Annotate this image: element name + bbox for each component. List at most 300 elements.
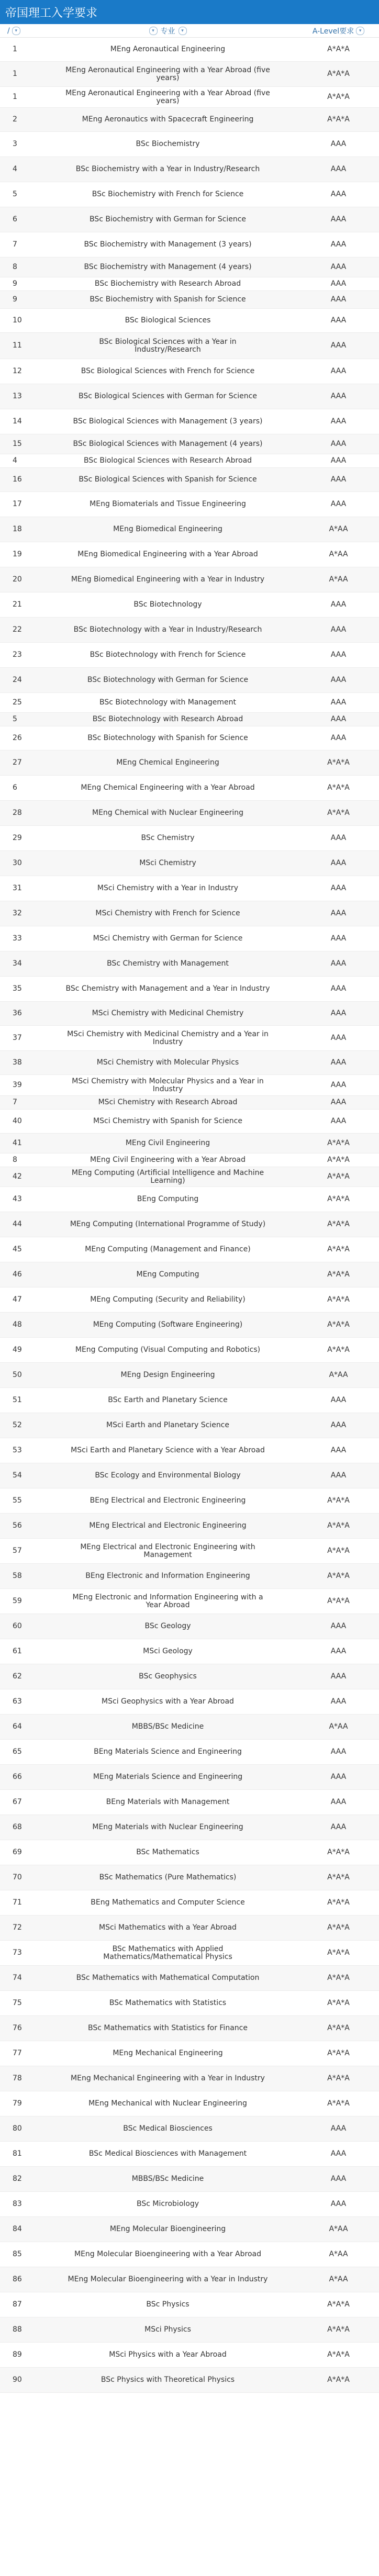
row-requirement: AAA xyxy=(330,698,347,707)
row-requirement: AAA xyxy=(330,2175,347,2183)
row-number: 32 xyxy=(13,909,22,917)
table-row xyxy=(0,384,379,409)
table-row xyxy=(0,157,379,182)
row-major: MEng Computing (Security and Reliability) xyxy=(90,1295,246,1304)
row-number: 1 xyxy=(13,93,17,101)
row-requirement: AAA xyxy=(330,1117,347,1125)
row-requirement: A*A*A xyxy=(327,1270,350,1279)
row-major: MSci Chemistry with Molecular Physics xyxy=(96,1058,239,1067)
row-major: BEng Electrical and Electronic Engineering xyxy=(90,1496,246,1505)
table-row xyxy=(0,2217,379,2242)
row-requirement: AAA xyxy=(330,651,347,659)
row-number: 9 xyxy=(13,279,17,288)
table-row xyxy=(0,1514,379,1539)
row-major: BSc Biotechnology with Management xyxy=(99,698,237,707)
row-number: 33 xyxy=(13,934,22,943)
table-row xyxy=(0,1438,379,1463)
row-number: 16 xyxy=(13,475,22,484)
row-number: 17 xyxy=(13,500,22,508)
row-number: 18 xyxy=(13,525,22,533)
row-major: BSc Biological Sciences with German for Science xyxy=(79,392,257,400)
row-number: 68 xyxy=(13,1823,22,1831)
row-major: BSc Biotechnology with French for Science xyxy=(90,651,246,659)
row-number: 58 xyxy=(13,1572,22,1580)
row-requirement: A*A*A xyxy=(327,1220,350,1228)
row-major: BSc Mathematics xyxy=(136,1848,199,1856)
row-number: 46 xyxy=(13,1270,22,1279)
row-major: BSc Biological Sciences xyxy=(125,316,211,324)
row-requirement: A*A*A xyxy=(327,1245,350,1253)
row-major: BSc Biotechnology xyxy=(133,600,202,609)
row-number: 76 xyxy=(13,2024,22,2032)
row-major: MEng Computing (Visual Computing and Robotics) xyxy=(75,1346,261,1354)
row-requirement: AAA xyxy=(330,2149,347,2158)
table-row xyxy=(0,1488,379,1514)
row-number: 2 xyxy=(13,115,17,124)
row-requirement: A*A*A xyxy=(327,1948,350,1957)
row-major: BEng Mathematics and Computer Science xyxy=(91,1898,245,1907)
row-number: 42 xyxy=(13,1172,22,1181)
row-major: BSc Biochemistry with Research Abroad xyxy=(94,279,241,288)
row-number: 11 xyxy=(13,341,22,350)
row-major: MEng Computing (Artificial Intelligence and Machine Learning) xyxy=(71,1168,264,1185)
row-major: MSci Chemistry with Molecular Physics and a Year in Industry xyxy=(72,1077,264,1093)
row-major: BSc Biochemistry with French for Science xyxy=(92,190,244,198)
row-number: 7 xyxy=(13,1098,17,1106)
row-major: MSci Earth and Planetary Science xyxy=(106,1421,229,1429)
row-requirement: A*A*A xyxy=(327,783,350,792)
row-requirement: A*A*A xyxy=(327,115,350,124)
table-row xyxy=(0,2066,379,2091)
table-row xyxy=(0,876,379,901)
row-major: MEng Materials Science and Engineering xyxy=(93,1773,243,1781)
row-major: MEng Molecular Bioengineering with a Year in Industry xyxy=(68,2275,268,2283)
row-major: MEng Chemical Engineering xyxy=(116,758,219,767)
row-number: 83 xyxy=(13,2200,22,2208)
table-row xyxy=(0,801,379,826)
row-requirement: AAA xyxy=(330,279,347,288)
row-requirement: A*A*A xyxy=(327,1898,350,1907)
table-row xyxy=(0,1790,379,1815)
row-number: 63 xyxy=(13,1697,22,1706)
row-number: 60 xyxy=(13,1622,22,1630)
row-requirement: A*AA xyxy=(329,2275,348,2283)
row-major: BSc Biochemistry with Management (4 years) xyxy=(84,263,252,271)
row-major: BSc Biological Sciences with Management (3 years) xyxy=(73,417,263,425)
table-row xyxy=(0,108,379,132)
row-requirement: AAA xyxy=(330,1058,347,1067)
row-number: 85 xyxy=(13,2250,22,2258)
row-major: BSc Biochemistry with Management (3 years) xyxy=(84,240,252,249)
table-row xyxy=(0,1051,379,1075)
row-number: 24 xyxy=(13,676,22,684)
row-number: 77 xyxy=(13,2049,22,2057)
row-number: 51 xyxy=(13,1396,22,1404)
row-number: 43 xyxy=(13,1195,22,1203)
table-row xyxy=(0,2343,379,2368)
row-major: MEng Molecular Bioengineering with a Year Abroad xyxy=(74,2250,262,2258)
row-requirement: A*A*A xyxy=(327,2350,350,2359)
row-number: 8 xyxy=(13,1156,17,1164)
row-major: BSc Chemistry with Management xyxy=(107,959,229,968)
table-row xyxy=(0,1614,379,1639)
table-row xyxy=(0,257,379,277)
table-row xyxy=(0,1966,379,1991)
row-number: 61 xyxy=(13,1647,22,1655)
row-major: MEng Biomaterials and Tissue Engineering xyxy=(90,500,246,508)
table-row xyxy=(0,1110,379,1134)
table-row xyxy=(0,1539,379,1564)
row-number: 35 xyxy=(13,984,22,993)
row-requirement: AAA xyxy=(330,215,347,223)
row-requirement: A*AA xyxy=(329,575,348,584)
sort-icon[interactable]: ▾ xyxy=(12,27,20,35)
table-row xyxy=(0,776,379,801)
row-major: BSc Chemistry xyxy=(141,834,195,842)
header-major-label: 专业 xyxy=(160,27,175,36)
table-row xyxy=(0,87,379,108)
row-major: MEng Aeronautical Engineering with a Year Abroad (five years) xyxy=(65,88,270,105)
row-number: 19 xyxy=(13,550,22,558)
row-major: MEng Mechanical Engineering with a Year in Industry xyxy=(71,2074,265,2082)
row-major: MBBS/BSc Medicine xyxy=(131,2175,204,2183)
row-number: 37 xyxy=(13,1034,22,1042)
sort-icon[interactable]: ▾ xyxy=(356,27,364,35)
table-row xyxy=(0,977,379,1002)
row-major: MEng Materials with Nuclear Engineering xyxy=(92,1823,243,1831)
row-requirement: A*A*A xyxy=(327,1156,350,1164)
row-number: 39 xyxy=(13,1081,22,1089)
row-requirement: A*A*A xyxy=(327,809,350,817)
row-requirement: A*AA xyxy=(329,1722,348,1731)
table-row xyxy=(0,1865,379,1890)
table-row xyxy=(0,1840,379,1865)
row-number: 4 xyxy=(13,165,17,173)
row-major: BSc Biochemistry with Spanish for Science xyxy=(90,295,246,304)
row-number: 47 xyxy=(13,1295,22,1304)
row-number: 49 xyxy=(13,1346,22,1354)
row-number: 4 xyxy=(13,456,17,465)
table-row xyxy=(0,618,379,643)
table-row xyxy=(0,2242,379,2267)
table-row xyxy=(0,2142,379,2167)
row-requirement: AAA xyxy=(330,240,347,249)
row-requirement: AAA xyxy=(330,165,347,173)
row-number: 5 xyxy=(13,715,17,723)
row-major: BSc Biological Sciences with Management (4 years) xyxy=(73,440,263,448)
row-major: MSci Chemistry with a Year in Industry xyxy=(97,884,239,892)
row-requirement: A*A*A xyxy=(327,1923,350,1932)
row-number: 1 xyxy=(13,70,17,78)
row-major: BSc Biochemistry with a Year in Industry/Research xyxy=(75,165,260,173)
table-row xyxy=(0,1413,379,1438)
row-number: 54 xyxy=(13,1471,22,1480)
row-major: MEng Molecular Bioengineering xyxy=(109,2225,226,2233)
table-row xyxy=(0,434,379,454)
row-number: 15 xyxy=(13,440,22,448)
row-requirement: AAA xyxy=(330,676,347,684)
table-row xyxy=(0,726,379,751)
row-number: 75 xyxy=(13,1999,22,2007)
row-major: MEng Electrical and Electronic Engineering with Management xyxy=(80,1542,255,1559)
row-major: BSc Biotechnology with a Year in Industry/Research xyxy=(73,625,262,634)
row-requirement: AAA xyxy=(330,984,347,993)
row-requirement: A*A*A xyxy=(327,2300,350,2309)
table-row xyxy=(0,1096,379,1110)
row-number: 81 xyxy=(13,2149,22,2158)
row-number: 9 xyxy=(13,295,17,304)
row-major: BSc Physics with Theoretical Physics xyxy=(101,2376,235,2384)
row-major: BEng Electronic and Information Engineering xyxy=(85,1572,250,1580)
row-requirement: AAA xyxy=(330,859,347,867)
row-number: 14 xyxy=(13,417,22,425)
row-number: 50 xyxy=(13,1371,22,1379)
row-major: MEng Electronic and Information Engineering with a Year Abroad xyxy=(72,1593,263,1609)
table-row xyxy=(0,1589,379,1614)
row-major: BSc Physics xyxy=(146,2300,190,2309)
table-row xyxy=(0,517,379,542)
row-number: 38 xyxy=(13,1058,22,1067)
table-row xyxy=(0,454,379,468)
row-requirement: AAA xyxy=(330,1098,347,1106)
row-number: 6 xyxy=(13,783,17,792)
header-requirement-label: A-Level要求 xyxy=(312,27,354,36)
table-header xyxy=(0,24,379,38)
row-requirement: A*A*A xyxy=(327,1346,350,1354)
table-row xyxy=(0,1664,379,1689)
row-number: 6 xyxy=(13,215,17,223)
row-major: BSc Mathematics with Mathematical Computation xyxy=(76,1974,260,1982)
row-requirement: AAA xyxy=(330,295,347,304)
row-number: 88 xyxy=(13,2325,22,2334)
sort-icon[interactable]: ▾ xyxy=(179,27,187,35)
row-requirement: A*A*A xyxy=(327,758,350,767)
row-requirement: AAA xyxy=(330,1471,347,1480)
table-row xyxy=(0,207,379,232)
row-major: MEng Aeronautical Engineering xyxy=(110,45,226,53)
table-row xyxy=(0,291,379,309)
table-row xyxy=(0,2292,379,2317)
table-row xyxy=(0,1287,379,1313)
row-major: BSc Medical Biosciences with Management xyxy=(88,2149,247,2158)
row-number: 29 xyxy=(13,834,22,842)
row-major: BEng Materials Science and Engineering xyxy=(94,1748,242,1756)
table-row xyxy=(0,1715,379,1740)
row-requirement: A*A*A xyxy=(327,1195,350,1203)
table-row xyxy=(0,1740,379,1765)
row-major: BSc Medical Biosciences xyxy=(123,2124,213,2133)
table-row xyxy=(0,1941,379,1966)
row-requirement: A*A*A xyxy=(327,1974,350,1982)
table-row xyxy=(0,713,379,726)
table-row xyxy=(0,592,379,618)
row-requirement: AAA xyxy=(330,1009,347,1017)
row-number: 57 xyxy=(13,1547,22,1555)
row-major: BEng Computing xyxy=(137,1195,199,1203)
row-number: 65 xyxy=(13,1748,22,1756)
row-major: BSc Biological Sciences with Research Abroad xyxy=(83,456,252,465)
table-row xyxy=(0,492,379,517)
table-row xyxy=(0,1689,379,1715)
row-major: MBBS/BSc Medicine xyxy=(131,1722,204,1731)
row-number: 55 xyxy=(13,1496,22,1505)
row-requirement: AAA xyxy=(330,934,347,943)
row-number: 45 xyxy=(13,1245,22,1253)
row-requirement: A*A*A xyxy=(327,1999,350,2007)
table-row xyxy=(0,2267,379,2292)
row-number: 87 xyxy=(13,2300,22,2309)
row-major: MEng Computing (Software Engineering) xyxy=(93,1320,243,1329)
row-major: BSc Mathematics with Applied Mathematics/Mathematical Physics xyxy=(103,1944,232,1961)
row-major: MEng Chemical Engineering with a Year Abroad xyxy=(81,783,255,792)
table-row xyxy=(0,1388,379,1413)
row-requirement: A*A*A xyxy=(327,1848,350,1856)
row-requirement: AAA xyxy=(330,1421,347,1429)
row-number: 53 xyxy=(13,1446,22,1454)
table-row xyxy=(0,693,379,713)
row-requirement: AAA xyxy=(330,392,347,400)
row-major: MSci Chemistry with French for Science xyxy=(95,909,240,917)
row-requirement: A*A*A xyxy=(327,2325,350,2334)
row-number: 44 xyxy=(13,1220,22,1228)
table-row xyxy=(0,333,379,359)
row-requirement: A*AA xyxy=(329,550,348,558)
table-row xyxy=(0,38,379,62)
row-requirement: AAA xyxy=(330,909,347,917)
page-title: 帝国理工入学要求 xyxy=(5,6,98,20)
row-number: 23 xyxy=(13,651,22,659)
table-row xyxy=(0,542,379,567)
row-number: 74 xyxy=(13,1974,22,1982)
table-row xyxy=(0,2167,379,2192)
row-major: MSci Chemistry with Spanish for Science xyxy=(93,1117,242,1125)
row-requirement: AAA xyxy=(330,417,347,425)
row-number: 13 xyxy=(13,392,22,400)
row-number: 62 xyxy=(13,1672,22,1681)
table-row xyxy=(0,132,379,157)
row-major: MEng Computing (International Programme of Study) xyxy=(70,1220,266,1228)
row-major: BSc Mathematics (Pure Mathematics) xyxy=(99,1873,237,1881)
row-major: BSc Biochemistry xyxy=(136,140,200,148)
row-major: MEng Computing xyxy=(136,1270,199,1279)
row-major: BSc Biotechnology with Research Abroad xyxy=(92,715,243,723)
table-row xyxy=(0,951,379,977)
row-requirement: AAA xyxy=(330,959,347,968)
table-row xyxy=(0,1363,379,1388)
row-requirement: A*A*A xyxy=(327,1873,350,1881)
table-row xyxy=(0,1002,379,1026)
row-number: 36 xyxy=(13,1009,22,1017)
row-requirement: AAA xyxy=(330,316,347,324)
row-requirement: AAA xyxy=(330,2200,347,2208)
header-number-label: / xyxy=(7,26,10,35)
table-row xyxy=(0,1187,379,1212)
row-requirement: AAA xyxy=(330,1672,347,1681)
row-number: 72 xyxy=(13,1923,22,1932)
row-requirement: A*AA xyxy=(329,2225,348,2233)
row-major: MSci Chemistry with German for Science xyxy=(93,934,243,943)
table-row xyxy=(0,468,379,492)
row-major: MEng Mechanical Engineering xyxy=(113,2049,223,2057)
row-requirement: A*A*A xyxy=(327,1547,350,1555)
table-row xyxy=(0,2091,379,2116)
row-number: 86 xyxy=(13,2275,22,2283)
row-major: MSci Physics with a Year Abroad xyxy=(109,2350,227,2359)
row-major: MEng Biomedical Engineering xyxy=(113,525,222,533)
row-requirement: A*A*A xyxy=(327,1496,350,1505)
row-major: BSc Ecology and Environmental Biology xyxy=(95,1471,241,1480)
table-row xyxy=(0,1338,379,1363)
row-requirement: A*A*A xyxy=(327,1172,350,1181)
table-row xyxy=(0,1134,379,1153)
row-number: 22 xyxy=(13,625,22,634)
row-number: 8 xyxy=(13,263,17,271)
row-major: MEng Chemical with Nuclear Engineering xyxy=(92,809,244,817)
row-major: BSc Mathematics with Statistics for Finance xyxy=(88,2024,248,2032)
row-requirement: AAA xyxy=(330,600,347,609)
row-number: 7 xyxy=(13,240,17,249)
table-row xyxy=(0,1765,379,1790)
row-requirement: A*A*A xyxy=(327,2024,350,2032)
row-requirement: AAA xyxy=(330,1823,347,1831)
row-major: MEng Aeronautical Engineering with a Year Abroad (five years) xyxy=(65,65,270,82)
row-requirement: A*A*A xyxy=(327,93,350,101)
row-requirement: AAA xyxy=(330,475,347,484)
row-major: BSc Biological Sciences with Spanish for Science xyxy=(79,475,257,484)
row-number: 12 xyxy=(13,367,22,375)
table-row xyxy=(0,1153,379,1167)
table-row xyxy=(0,1026,379,1051)
table-row xyxy=(0,1167,379,1187)
table-row xyxy=(0,826,379,851)
row-requirement: AAA xyxy=(330,2124,347,2133)
row-major: BSc Geophysics xyxy=(139,1672,197,1681)
row-requirement: A*A*A xyxy=(327,1521,350,1530)
row-number: 67 xyxy=(13,1798,22,1806)
table-row xyxy=(0,2016,379,2041)
row-major: MSci Geology xyxy=(143,1647,193,1655)
row-requirement: AAA xyxy=(330,190,347,198)
row-requirement: A*A*A xyxy=(327,1572,350,1580)
row-requirement: A*A*A xyxy=(327,2074,350,2082)
row-requirement: A*A*A xyxy=(327,1139,350,1147)
table-row xyxy=(0,1075,379,1096)
row-number: 20 xyxy=(13,575,22,584)
row-major: BSc Biological Sciences with a Year in Industry/Research xyxy=(99,337,237,354)
row-major: MSci Earth and Planetary Science with a Year Abroad xyxy=(71,1446,265,1454)
row-requirement: AAA xyxy=(330,884,347,892)
table-row xyxy=(0,1639,379,1664)
row-number: 1 xyxy=(13,45,17,53)
row-requirement: AAA xyxy=(330,1396,347,1404)
header-requirement-column[interactable] xyxy=(298,26,379,36)
sort-icon[interactable]: ▾ xyxy=(149,27,158,35)
row-major: MEng Biomedical Engineering with a Year Abroad xyxy=(77,550,258,558)
table-row xyxy=(0,1991,379,2016)
table-row xyxy=(0,1916,379,1941)
row-requirement: AAA xyxy=(330,1798,347,1806)
header-major-column[interactable] xyxy=(38,26,298,36)
row-number: 21 xyxy=(13,600,22,609)
header-number-column[interactable] xyxy=(0,27,38,35)
row-number: 27 xyxy=(13,758,22,767)
row-number: 25 xyxy=(13,698,22,707)
row-requirement: AAA xyxy=(330,1034,347,1042)
row-major: MEng Biomedical Engineering with a Year in Industry xyxy=(71,575,265,584)
row-requirement: AAA xyxy=(330,500,347,508)
table-row xyxy=(0,1237,379,1262)
table-row xyxy=(0,851,379,876)
